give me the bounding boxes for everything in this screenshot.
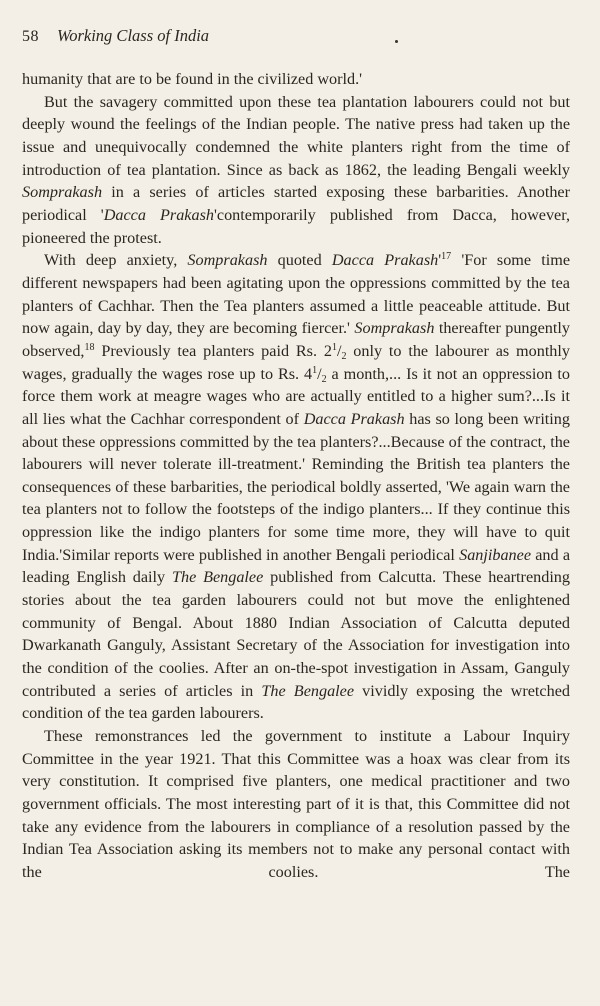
periodical-title: Dacca Prakash xyxy=(331,251,439,270)
periodical-title: Sanjibanee xyxy=(459,545,532,564)
book-title: Working Class of India xyxy=(57,26,210,45)
fraction-numerator: 1 xyxy=(312,364,318,376)
fraction-denominator: 2 xyxy=(341,350,347,362)
fraction-denominator: 2 xyxy=(321,373,327,385)
running-head xyxy=(22,26,570,52)
paragraph-1: humanity that are to be found in the civilized world.' xyxy=(22,70,363,88)
stray-mark xyxy=(395,40,398,43)
paragraph-4: These remonstrances led the government to institute a Labour Inquiry Committee in the year 1921. That this Committee was a hoax was clear from its very constitution. It comprised five planters, one medical practitioner and two government officials. The most interesting part of it is that, this Committee did not take any evidence from the labourers in compliance of a resolution passed by the Indian Tea Association asking its members not to make any personal contact with the coolies. The xyxy=(22,727,570,881)
periodical-title: The Bengalee xyxy=(261,681,355,700)
paragraph-2: But the savagery committed upon these tea plantation labourers could not but deeply wound the feelings of the Indian people. The native press had taken up the issue and unequivocally condemned the white planters right from the time of introduction of tea plantation. Since as back as 1862, the leading Bengali weekly Somprakash in a series of articles started exposing these barbarities. Another periodical 'Dacca Prakash'contemporarily published from Dacca, however, pioneered the protest. xyxy=(22,92,571,247)
periodical-title: Somprakash xyxy=(354,319,435,338)
periodical-title: Somprakash xyxy=(22,183,103,202)
footnote-ref: 18 xyxy=(84,341,95,353)
periodical-title: Somprakash xyxy=(187,251,268,270)
paragraph-3: With deep anxiety, Somprakash quoted Dacca $Prakash'^{17}$ 'For some time different newspapers had been agitating upon the oppressions committed by the tea planters of Cachhar. Then the Tea planters assumed a little peaceable attitude. But now again, day by day, they are becoming fiercer.' Somprakash thereafter pungently observed,$^{18}$ Previously tea planters paid Rs. $2^1/2$ only to the labourer as monthly wages, gradually the wages rose up to Rs. $4^1/2$ a month,... Is it not an oppression to force them work at meagre wages who are actually entitled to a higher sum?...Is it all lies what the Cachhar correspondent of Dacca Prakash has so long been writing about these oppressions committed by the tea planters?...Because of the contract, the labourers will never tolerate ill-treatment.' Reminding the British tea planters the consequences of these barbarities, the periodical boldly asserted, 'We again warn the tea planters not to follow the footsteps of the indigo planters... If they continue this oppression like the indigo planters for some time more, they will have to quit India.'Similar reports were published in another Bengali periodical Sanjibanee and a leading English daily The Bengalee published from Calcutta. These heartrending stories about the tea garden labourers could not but move the enlightened community of Bengal. About 1880 Indian Association of Calcutta deputed Dwarkanath Ganguly, Assistant Secretary of the Association for investigation into the condition of the coolies. After an on-the-spot investigation in Assam, Ganguly contributed a series of articles in The Bengalee vividly exposing the wretched condition of the tea garden labourers. xyxy=(22,251,571,723)
fraction-numerator: 1 xyxy=(331,341,337,353)
periodical-title: Dacca Prakash xyxy=(303,409,405,428)
periodical-title: The Bengalee xyxy=(171,568,264,587)
periodical-title: Dacca Prakash xyxy=(103,205,214,224)
footnote-ref: 17 xyxy=(441,251,452,263)
body-text xyxy=(22,68,570,884)
page-number: 58 xyxy=(22,28,39,45)
